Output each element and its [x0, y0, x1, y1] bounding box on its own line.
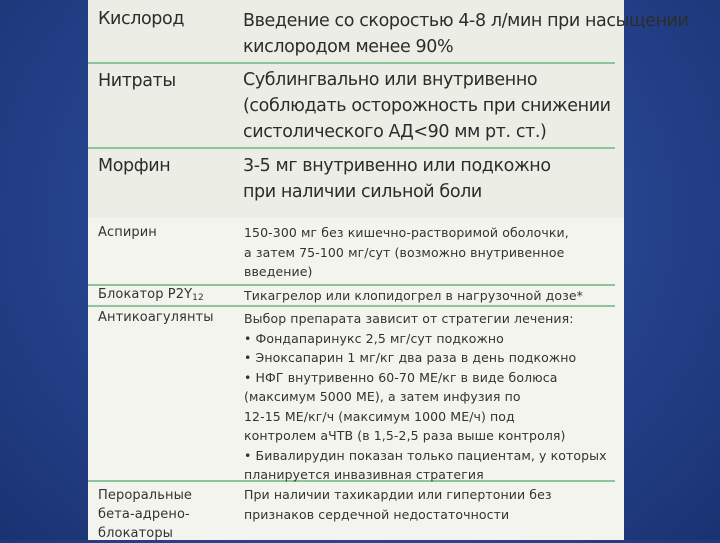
drug-name: Морфин	[98, 156, 171, 176]
drug-description	[244, 309, 614, 485]
drug-description	[243, 67, 618, 145]
drug-name: Аспирин	[98, 225, 157, 240]
description-line: 150-300 мг без кишечно-растворимой оболочки,	[244, 225, 569, 240]
description-line: Выбор препарата зависит от стратегии лечения:	[244, 311, 574, 326]
description-line: (максимум 5000 МЕ), а затем инфузия по	[244, 389, 521, 404]
drug-name: Нитраты	[98, 71, 176, 91]
description-line: • Бивалирудин показан только пациентам, у которых	[244, 447, 607, 463]
row-divider	[88, 147, 615, 149]
drug-description	[244, 485, 614, 524]
description-line: (соблюдать осторожность при снижении	[243, 96, 611, 116]
description-line: • Фондапаринукс 2,5 мг/сут подкожно	[244, 330, 504, 346]
drug-name-line: Пероральные	[98, 488, 193, 503]
row-divider	[88, 62, 615, 64]
drug-description	[243, 8, 689, 60]
description-line: систолического АД<90 мм рт. ст.)	[243, 122, 547, 142]
description-line: Тикагрелор или клопидогрел в нагрузочной дозе*	[244, 288, 583, 303]
description-line: введение)	[244, 264, 313, 279]
drug-name	[98, 287, 204, 303]
description-line: При наличии тахикардии или гипертонии без	[244, 487, 552, 502]
drug-name-subscript: 12	[192, 293, 204, 303]
drug-name-line: бета-адрено-	[98, 507, 190, 522]
description-line: Введение со скоростью 4-8 л/мин при насыщении	[243, 11, 689, 31]
drug-name: Кислород	[98, 9, 185, 29]
description-line: • НФГ внутривенно 60-70 МЕ/кг в виде болюса	[244, 369, 558, 385]
drug-description	[244, 286, 614, 306]
drug-name	[98, 486, 192, 543]
drug-description	[244, 223, 614, 282]
description-line: 3-5 мг внутривенно или подкожно	[243, 156, 551, 176]
description-line: признаков сердечной недостаточности	[244, 506, 510, 522]
description-line: при наличии сильной боли	[243, 182, 482, 202]
upper-table	[88, 0, 689, 218]
description-line: а затем 75-100 мг/сут (возможно внутривенное	[244, 244, 565, 260]
description-line: 12-15 МЕ/кг/ч (максимум 1000 МЕ/ч) под	[244, 408, 515, 424]
description-line: • Эноксапарин 1 мг/кг два раза в день подкожно	[244, 350, 577, 365]
drug-name-text: Блокатор P2Y	[98, 287, 193, 302]
description-line: контролем аЧТВ (в 1,5-2,5 раза выше контроля)	[244, 428, 566, 443]
drug-description	[243, 153, 618, 205]
drug-name-line: блокаторы	[98, 526, 174, 541]
description-line: кислородом менее 90%	[243, 37, 454, 57]
description-line: планируется инвазивная стратегия	[244, 467, 484, 482]
drug-name: Антикоагулянты	[98, 310, 214, 325]
description-line: Сублингвально или внутривенно	[243, 70, 538, 90]
